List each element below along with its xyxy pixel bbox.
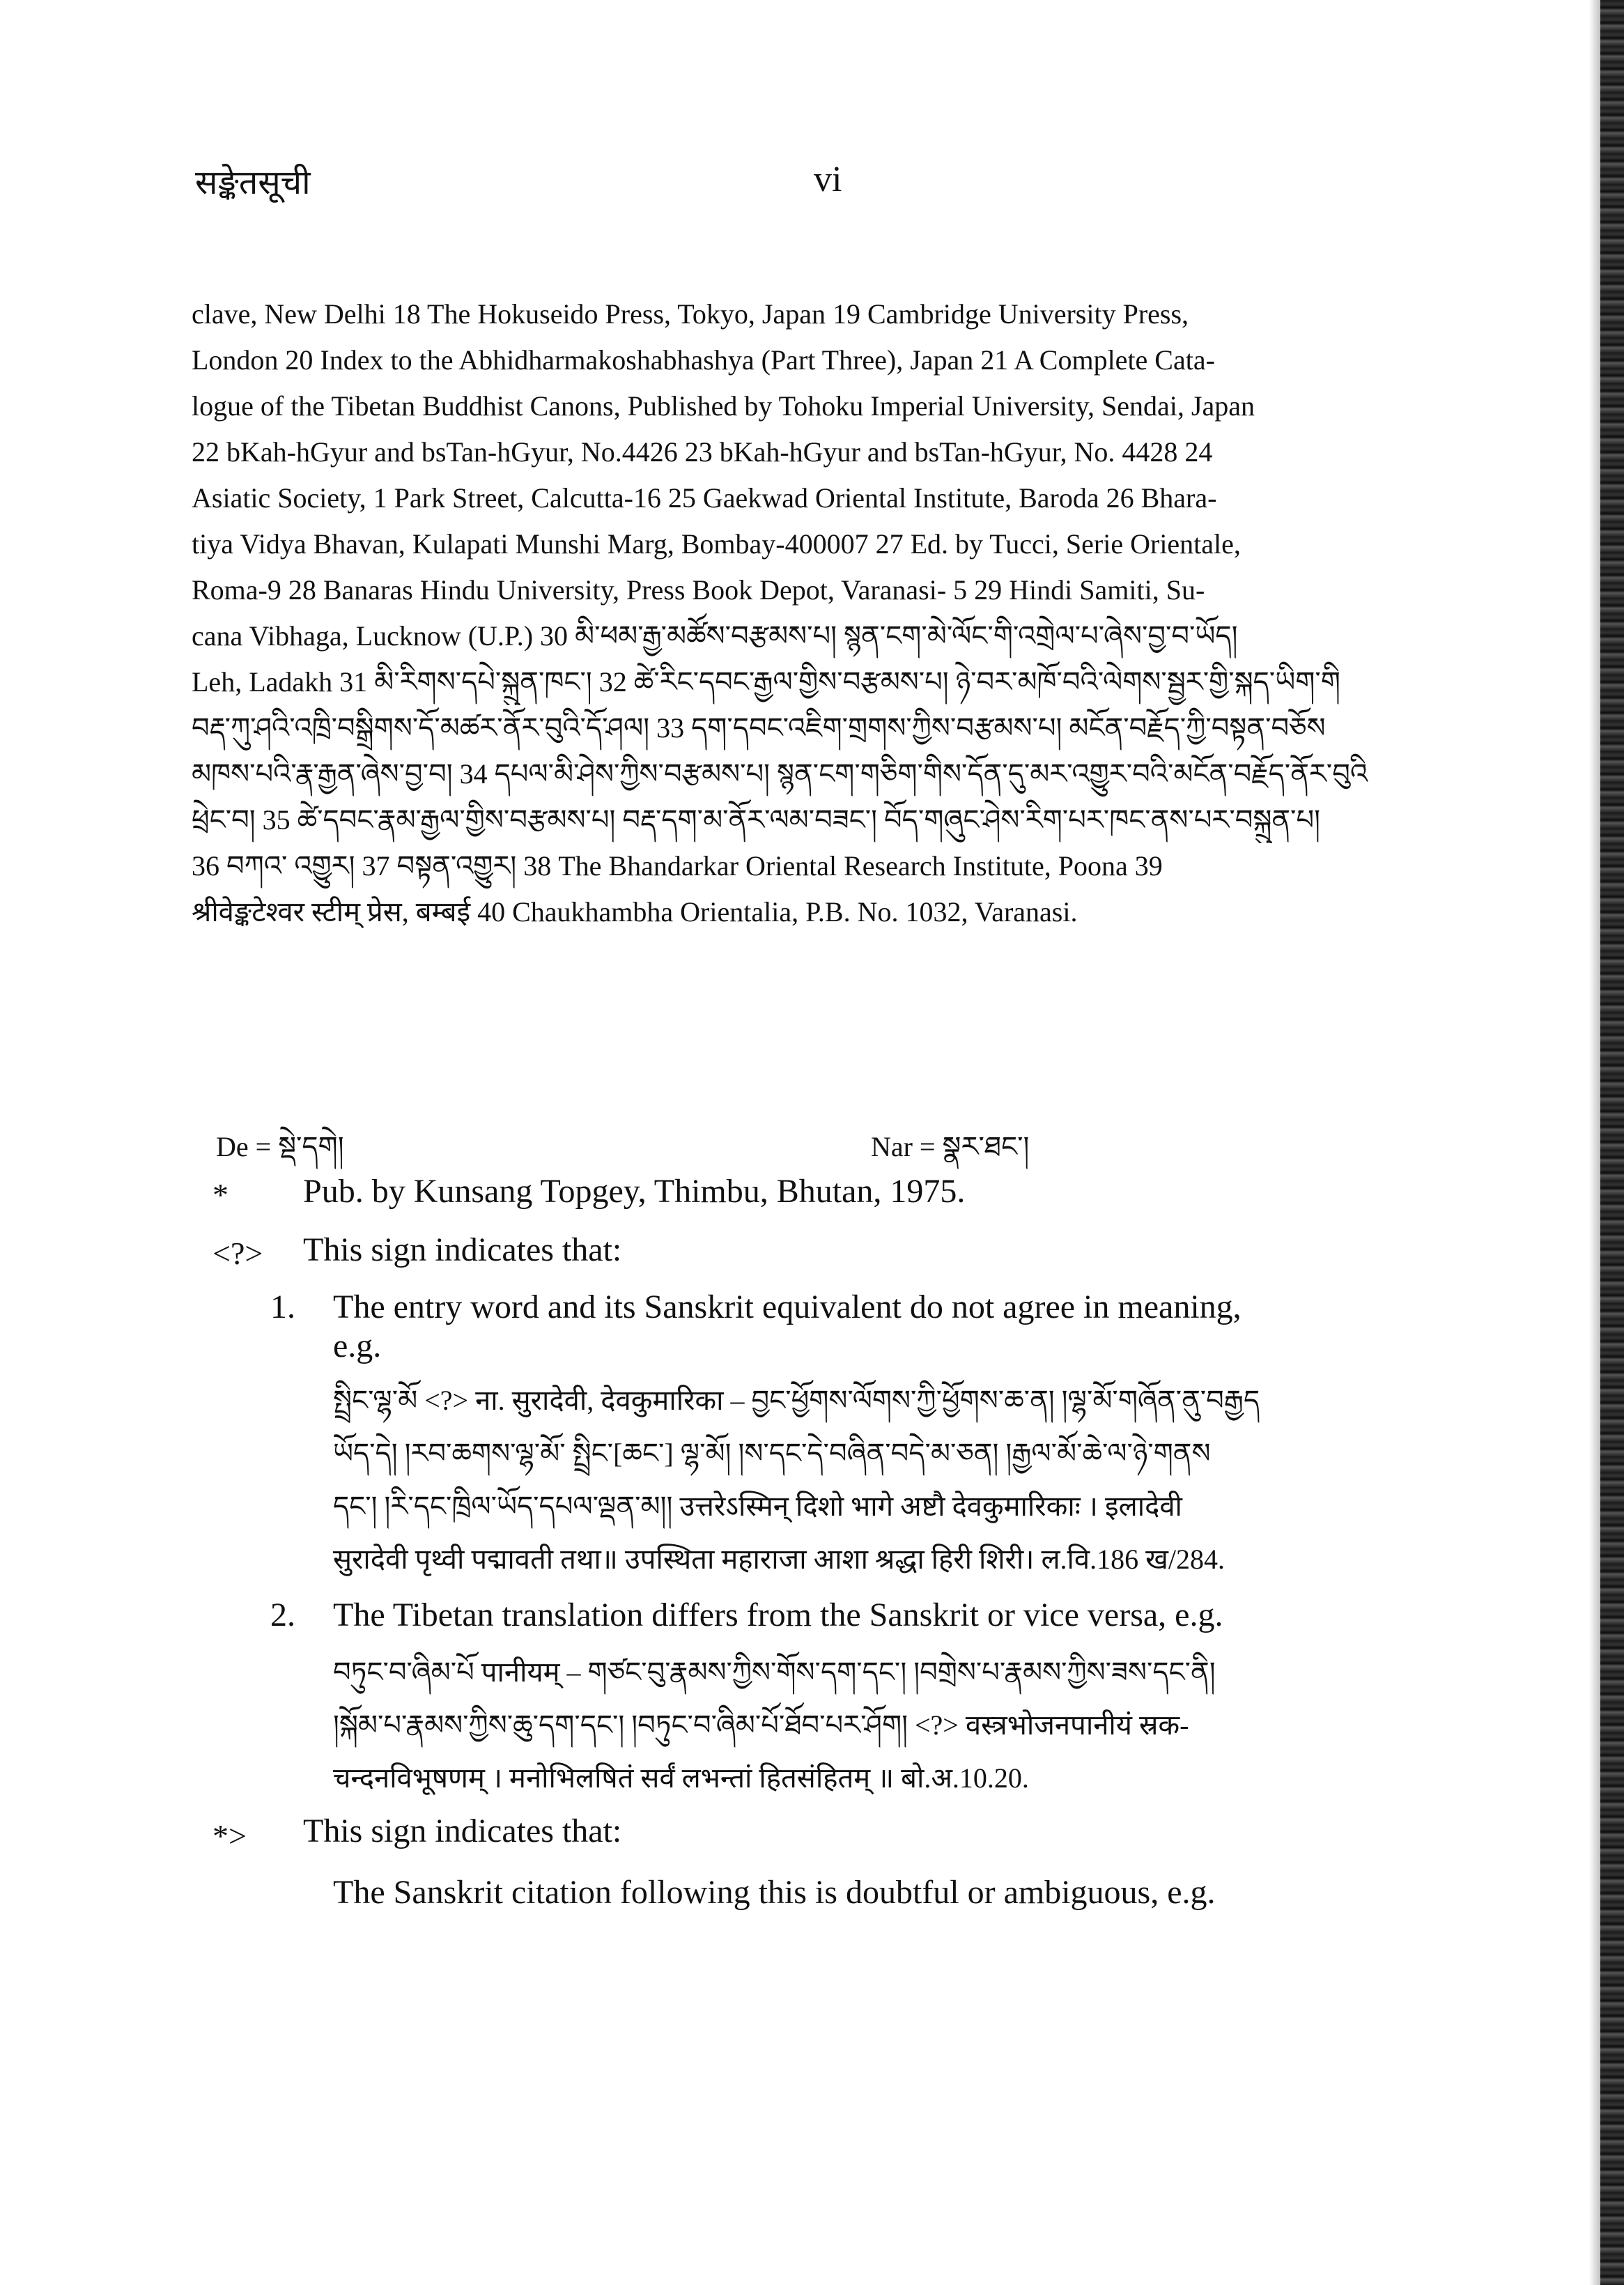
- reference-line: श्रीवेङ्कटेश्वर स्टीम् प्रेस, बम्बई 40 Chaukhambha Orientalia, P.B. No. 1032, Varanasi.: [192, 896, 1078, 928]
- references-block: [192, 291, 1470, 935]
- example-2-block: [333, 1646, 1216, 1805]
- item-number-1: 1.: [270, 1288, 295, 1325]
- query-sign-mark: <?>: [212, 1236, 263, 1271]
- reference-line: 36 བཀའ་ འགྱུར། 37 བསྟན་འགྱུར། 38 The Bhandarkar Oriental Research Institute, Poona 39: [192, 850, 1163, 882]
- reference-line: Roma-9 28 Banaras Hindu University, Press Book Depot, Varanasi- 5 29 Hindi Samiti, Su-: [192, 574, 1205, 606]
- example-line: སྤྲིང་ལྷ་མོ <?> ना. सुरादेवी, देवकुमारिका – བྱང་ཕྱོགས་ལོགས་ཀྱི་ཕྱོགས་ཆ་ན། །ལྷ་མོ་གཞོན་ནུ་བརྒྱད: [333, 1385, 1260, 1416]
- asterisk-mark: *: [212, 1177, 229, 1213]
- item2-text: The Tibetan translation differs from the Sanskrit or vice versa, e.g.: [333, 1597, 1223, 1633]
- scan-shadow: [1589, 0, 1600, 2285]
- query-sign-text: This sign indicates that:: [303, 1231, 622, 1268]
- reference-line: London 20 Index to the Abhidharmakoshabhashya (Part Three), Japan 21 A Complete Cata-: [192, 344, 1215, 376]
- reference-line: tiya Vidya Bhavan, Kulapati Munshi Marg, Bombay-400007 27 Ed. by Tucci, Serie Orientale,: [192, 528, 1241, 560]
- example-line: བཏུང་བ་ཞིམ་པོ पानीयम् – གཙང་བུ་རྣམས་ཀྱིས་གོས་དག་དང་། །བགྲེས་པ་རྣམས་ཀྱིས་ཟས་དང་ནི།: [333, 1656, 1216, 1688]
- example-line: །སྐོམ་པ་རྣམས་ཀྱིས་ཆུ་དག་དང་། །བཏུང་བ་ཞིམ་པོ་ཐོབ་པར་ཤོག། <?> वस्त्रभोजनपानीयं स्रक-: [333, 1709, 1189, 1741]
- doubt-sign-text: This sign indicates that:: [303, 1813, 622, 1849]
- example-line: དང་། །རི་དང་ཁྲིལ་ཡོད་དཔལ་ལྡན་མ།། उत्तरेऽस्मिन् दिशो भागे अष्टौ देवकुमारिकाः । इलादेवी: [333, 1491, 1182, 1522]
- abbreviation-nar: Nar = སྣར་ཐང་།: [871, 1131, 1030, 1162]
- reference-line: ཕྲེང་བ། 35 ཚེ་དབང་རྣམ་རྒྱལ་གྱིས་བརྩམས་པ། བརྡ་དག་མ་ནོར་ལམ་བཟང་། བོད་གཞུང་ཤེས་རིག་པར་ཁང་ནས་པར་བསྐྲུན་པ།: [192, 804, 1320, 836]
- publication-note: Pub. by Kunsang Topgey, Thimbu, Bhutan, 1975.: [303, 1173, 966, 1210]
- reference-line: བརྡ་ཀུ་ཤའི་འཁྲི་བསྒྲིགས་དོ་མཚར་ནོར་བུའི་དོ་ཤལ། 33 དག་དབང་འཇིག་གྲགས་ཀྱིས་བརྩམས་པ། མངོན་བརྗོད་ཀྱི་བསྟན་བཅོས: [192, 712, 1326, 744]
- example-1-block: [333, 1374, 1260, 1586]
- reference-line: Asiatic Society, 1 Park Street, Calcutta-16 25 Gaekwad Oriental Institute, Baroda 26 Bhara-: [192, 482, 1217, 514]
- scan-binding-edge: [1600, 0, 1624, 2285]
- item1-text-eg: e.g.: [333, 1328, 382, 1364]
- page-number: vi: [814, 160, 842, 199]
- example-line: चन्दनविभूषणम् । मनोभिलषितं सर्वं लभन्तां हितसंहितम् ॥ बो.अ.10.20.: [333, 1762, 1029, 1794]
- doubt-sign-description: The Sanskrit citation following this is doubtful or ambiguous, e.g.: [333, 1874, 1216, 1911]
- reference-line: མཁས་པའི་རྣ་རྒྱན་ཞེས་བྱ་བ། 34 དཔལ་མི་ཤེས་ཀྱིས་བརྩམས་པ། སྙན་ངག་གཅིག་གིས་དོན་དུ་མར་འགྱུར་བའི་མངོན་བརྗོད་ནོར་བུའི: [192, 758, 1368, 790]
- doubt-sign-mark: *>: [212, 1818, 247, 1854]
- item1-text: The entry word and its Sanskrit equivalent do not agree in meaning,: [333, 1288, 1242, 1325]
- abbreviation-de: De = སྡེ་དགེ།: [216, 1131, 344, 1162]
- example-line: सुरादेवी पृथ्वी पद्मावती तथा॥ उपस्थिता महाराजा आशा श्रद्धा हिरी शिरी। ल.वि.186 ख/284.: [333, 1544, 1225, 1575]
- reference-line: logue of the Tibetan Buddhist Canons, Published by Tohoku Imperial University, Sendai, Japan: [192, 390, 1255, 422]
- reference-line: 22 bKah-hGyur and bsTan-hGyur, No.4426 23 bKah-hGyur and bsTan-hGyur, No. 4428 24: [192, 436, 1213, 468]
- item-number-2: 2.: [270, 1597, 295, 1633]
- running-header-title: सङ्केतसूची: [195, 164, 311, 201]
- reference-line: clave, New Delhi 18 The Hokuseido Press, Tokyo, Japan 19 Cambridge University Press,: [192, 298, 1189, 330]
- example-line: ཡོད་དེ། །རབ་ཆགས་ལྷ་མོ་ སྤྲིང་[ཆང་] ལྷ་མོ། །ས་དང་དེ་བཞིན་བདེ་མ་ཅན། །རྒྱལ་མོ་ཆེ་ལ་ཉེ་གནས: [333, 1438, 1211, 1469]
- reference-line: Leh, Ladakh 31 མི་རིགས་དཔེ་སྐྲུན་ཁང་། 32 ཚེ་རིང་དབང་རྒྱལ་གྱིས་བརྩམས་པ། ཉེ་བར་མཁོ་བའི་ལེགས་སྦྱར་གྱི་སྐད་ཡིག་གི: [192, 666, 1340, 698]
- reference-line: cana Vibhaga, Lucknow (U.P.) 30 མི་ཕམ་རྒྱ་མཚོས་བརྩམས་པ། སྙན་ངག་མེ་ལོང་གི་འགྲེལ་པ་ཞེས་བྱ་བ་ཡོད།: [192, 620, 1238, 652]
